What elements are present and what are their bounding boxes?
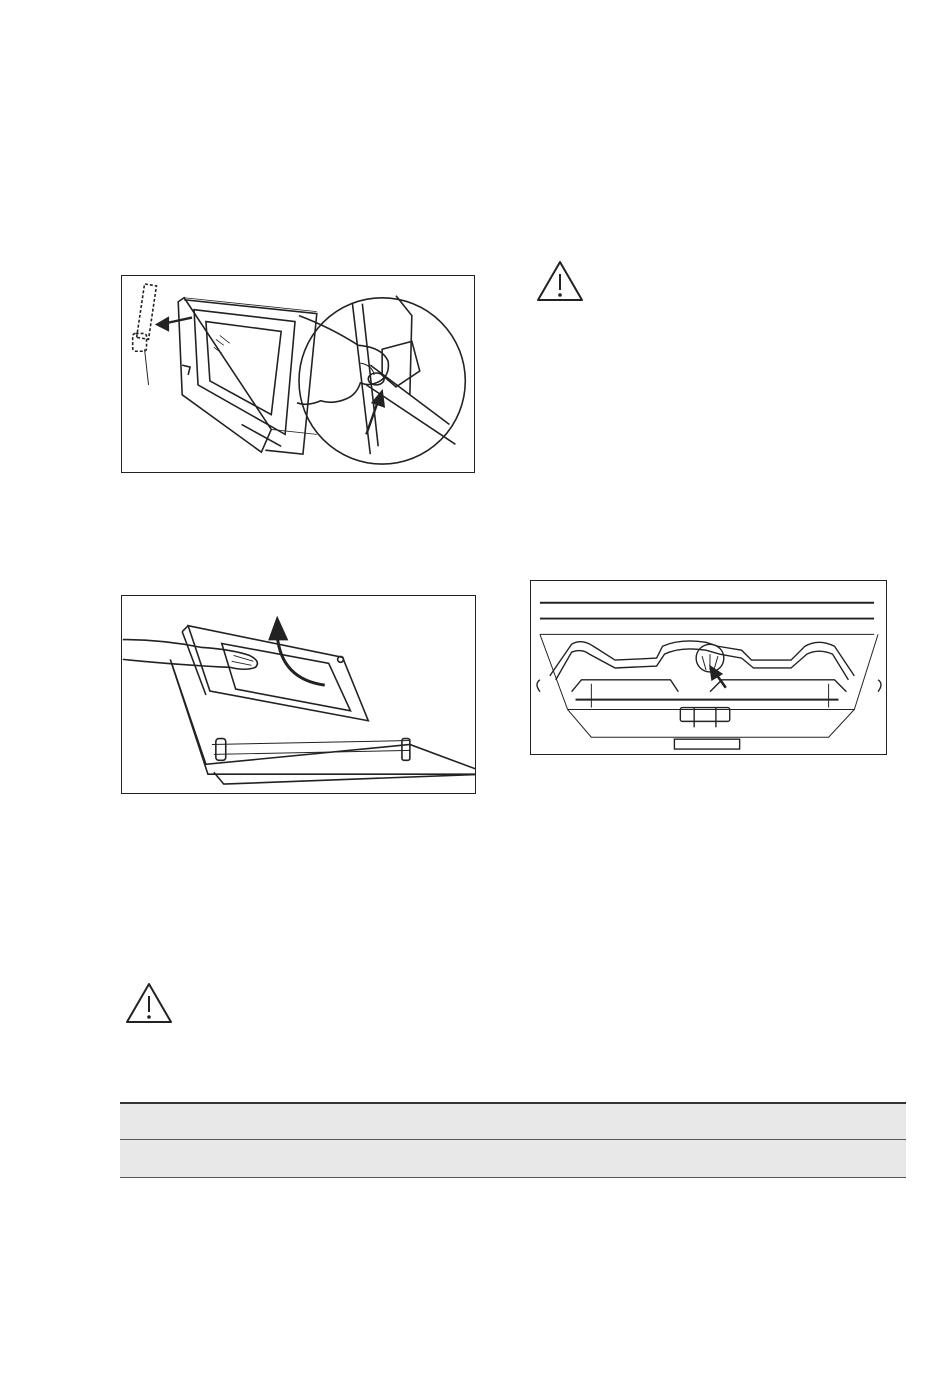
warning-triangle-icon xyxy=(536,260,584,302)
table-row xyxy=(120,1140,906,1178)
table-cell xyxy=(120,1140,906,1160)
oven-lamp-figure xyxy=(530,580,887,755)
table-header-cell xyxy=(120,1104,906,1124)
table-header-row xyxy=(120,1102,906,1140)
oven-interior-lamp-illustration xyxy=(531,581,886,754)
oven-door-hinge-illustration xyxy=(122,276,474,472)
door-glass-figure xyxy=(121,595,476,794)
warning-triangle-icon xyxy=(125,982,173,1024)
door-hinge-figure xyxy=(121,275,475,473)
specification-table xyxy=(120,1102,906,1178)
oven-door-glass-removal-illustration xyxy=(122,596,475,793)
